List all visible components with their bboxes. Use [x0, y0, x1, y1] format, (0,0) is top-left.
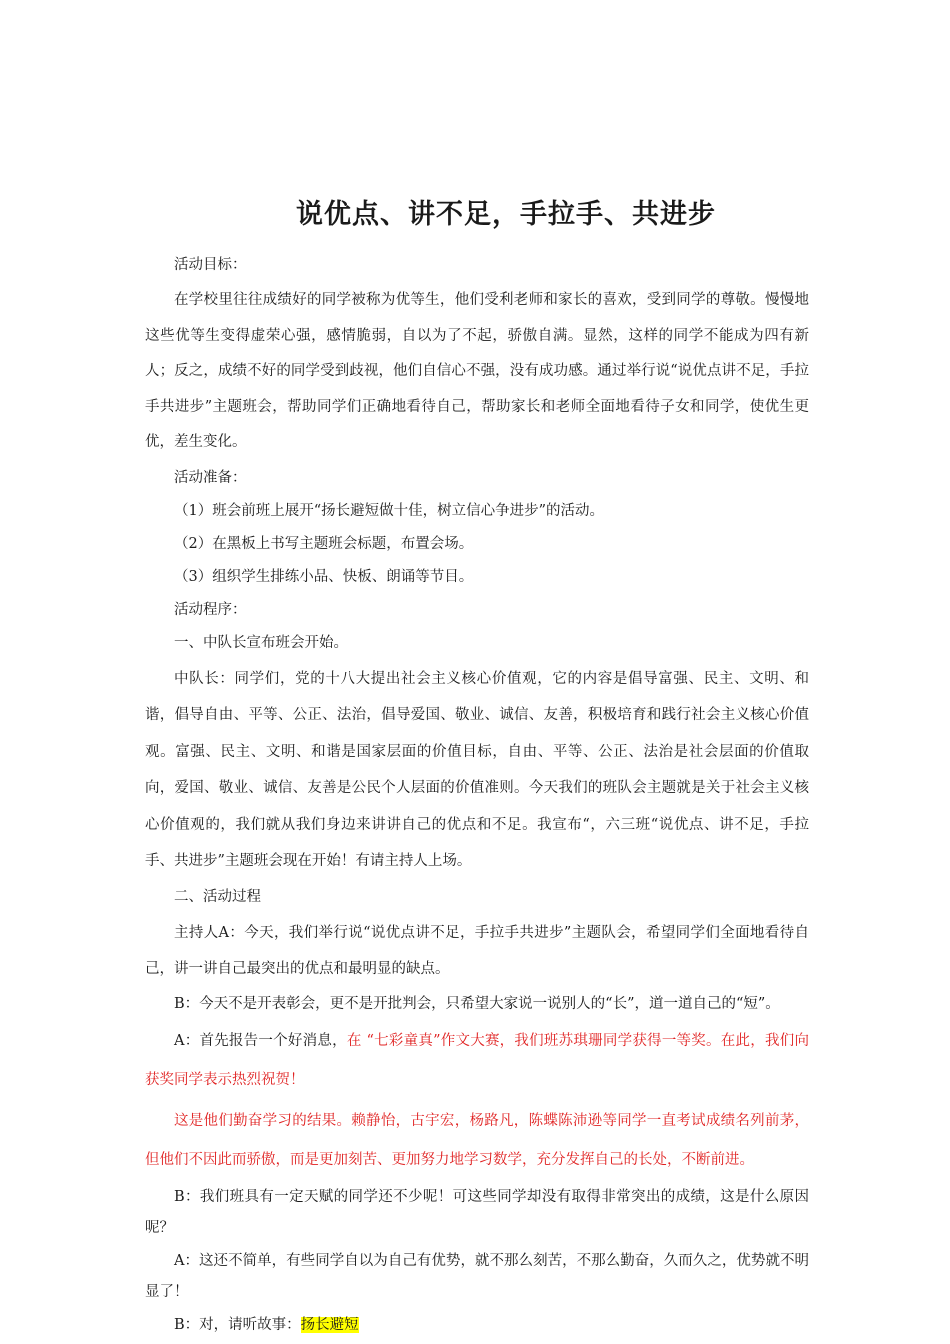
step1-paragraph: 中队长：同学们，党的十八大提出社会主义核心价值观，它的内容是倡导富强、民主、文明、和谐，倡导自由、平等、公正、法治，倡导爱国、敬业、诚信、友善，积极培育和践行社会主义核心价值观。富强、民主、文明、和谐是国家层面的价值目标，自由、平等、公正、法治是社会层面的价值取向，爱国、敬业、诚信、友善是公民个人层面的价值准则。今天我们的班队会主题就是关于社会主义核心价值观的，我们就从我们身边来讲讲自己的优点和不足。我宣布“，六三班“说优点、讲不足，手拉手、共进步”主题班会现在开始！有请主持人上场。: [145, 670, 809, 869]
host-a-paragraph: 主持人A：今天，我们举行说“说优点讲不足，手拉手共进步”主题队会，希望同学们全面地看待自己，讲一讲自己最突出的优点和最明显的缺点。: [145, 924, 809, 977]
step2-heading: 二、活动过程: [174, 888, 261, 905]
b-paragraph-3: [145, 1310, 809, 1341]
prep-heading: 活动准备：: [174, 469, 247, 486]
red-paragraph: 这是他们勤奋学习的结果。赖静怡，古宇宏，杨路凡，陈蝶陈沛逊等同学一直考试成绩名列前茅，但他们不因此而骄傲，而是更加刻苦、更加努力地学习数学，充分发挥自己的长处，不断前进。: [145, 1112, 809, 1168]
prep-item-1: （1）班会前班上展开“扬长避短做十佳，树立信心争进步”的活动。: [174, 502, 605, 519]
procedure-heading: 活动程序：: [174, 601, 247, 618]
document-title: 说优点、讲不足，手拉手、共进步: [296, 199, 716, 230]
document-body: [145, 250, 809, 1343]
a-news-red-text: 在 “七彩童真”作文大赛，我们班苏琪珊同学获得一等奖。在此，我们向获奖同学表示热烈祝贺！: [145, 1032, 809, 1088]
prep-item-3: （3）组织学生排练小品、快板、朗诵等节目。: [174, 568, 474, 585]
a-news-prefix: A：首先报告一个好消息，: [174, 1032, 347, 1049]
goal-heading: 活动目标：: [174, 257, 247, 273]
b-story-prefix: B：对，请听故事：: [174, 1316, 301, 1333]
story-title-highlight: 扬长避短: [300, 1316, 359, 1333]
a-paragraph-3: A：这还不简单，有些同学自以为自己有优势，就不那么刻苦，不那么勤奋，久而久之，优势就不明显了！: [145, 1252, 809, 1300]
goal-paragraph: 在学校里往往成绩好的同学被称为优等生，他们受利老师和家长的喜欢，受到同学的尊敬。慢慢地这些优等生变得虚荣心强，感情脆弱，自以为了不起，骄傲自满。显然，这样的同学不能成为四有新人；反之，成绩不好的同学受到歧视，他们自信心不强，没有成功感。通过举行说“说优点讲不足，手拉手共进步”主题班会，帮助同学们正确地看待自己，帮助家长和老师全面地看待子女和同学，使优生更优，差生变化。: [145, 292, 809, 450]
step1-heading: 一、中队长宣布班会开始。: [174, 634, 348, 651]
prep-item-2: （2）在黑板上书写主题班会标题，布置会场。: [174, 535, 474, 552]
a-news-paragraph: [145, 1022, 809, 1100]
b-paragraph-1: B：今天不是开表彰会，更不是开批判会，只希望大家说一说别人的“长”，道一道自己的“短”。: [174, 995, 780, 1012]
b-paragraph-2: B：我们班具有一定天赋的同学还不少呢！可这些同学却没有取得非常突出的成绩，这是什么原因呢？: [145, 1188, 809, 1236]
